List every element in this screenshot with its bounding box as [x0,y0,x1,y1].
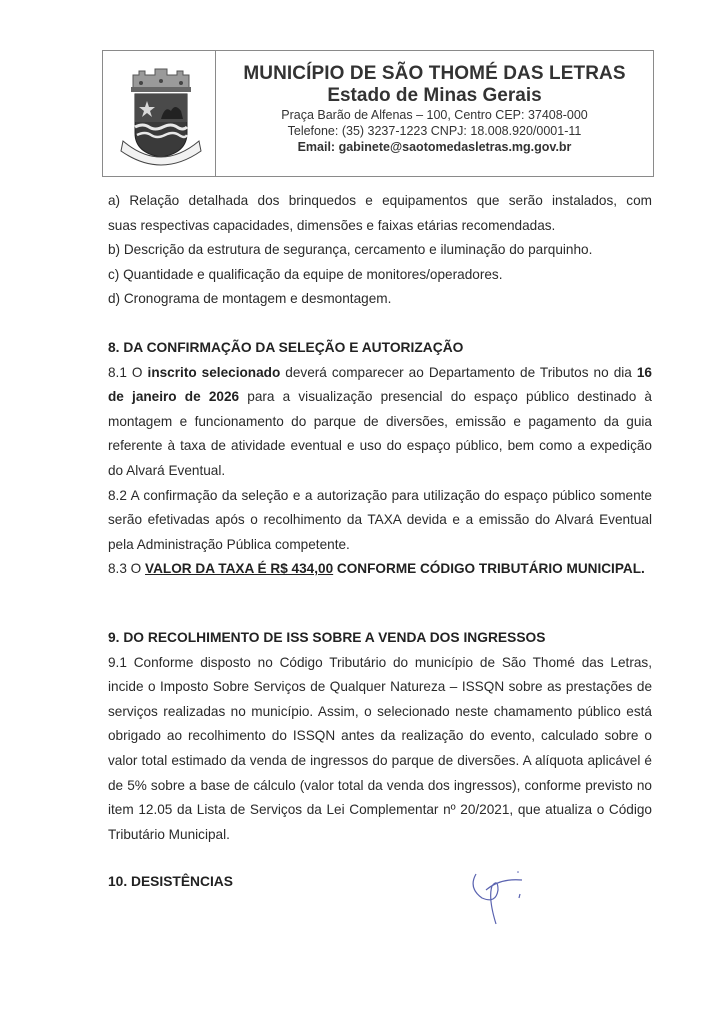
list-item: c) Quantidade e qualificação da equipe de monitores/operadores. [108,266,503,282]
p81-bold-date: 16 de janeiro de 2026 [108,364,652,405]
p81-rest: para a visualização presencial do espaço público destinado à montagem e funcionamento do parque de diversões, emissão e pagamento da guia referente à taxa de atividade eventual e uso do espaço público, bem como a expedição do Alvará Eventual. [108,389,652,478]
email-line: Email: gabinete@saotomedasletras.mg.gov.br [297,140,572,154]
p81-prefix: 8.1 O [108,364,148,380]
p81-bold-selected: inscrito selecionado [147,364,281,380]
phone-cnpj-line: Telefone: (35) 3237-1223 CNPJ: 18.008.920/0001-11 [287,124,582,138]
p83-prefix: 8.3 O [108,561,146,577]
list-item: suas respectivas capacidades, dimensões e faixas etárias recomendadas. [108,217,556,233]
state-subtitle: Estado de Minas Gerais [327,85,542,106]
section-heading: 10. DESISTÊNCIAS [108,874,233,889]
section-8 [108,336,652,582]
tax-value: VALOR DA TAXA É R$ 434,00 [145,561,334,577]
letterhead-text [216,63,653,156]
municipal-crest-icon [117,61,205,169]
section-heading: 9. DO RECOLHIMENTO DE ISS SOBRE A VENDA DOS INGRESSOS [108,630,546,645]
signature-icon [468,868,538,928]
paragraph-8-3 [108,557,652,582]
list-item: a) Relação detalhada dos brinquedos e equipamentos que serão instalados, com [108,193,652,208]
list-item: d) Cronograma de montagem e desmontagem. [108,291,392,307]
paragraph-8-1 [108,361,652,484]
section-10 [108,870,652,895]
section-9 [108,626,652,847]
municipality-title: MUNICÍPIO DE SÃO THOMÉ DAS LETRAS [243,63,626,84]
paragraph-9-1: 9.1 Conforme disposto no Código Tributário do município de São Thomé das Letras, incide o Imposto Sobre Serviços de Qualquer Natureza – ISSQN sobre as prestações de serviços realizadas no município. Assim, o selecionado neste chamamento público está obrigado ao recolhimento do ISSQN antes da realização do evento, calculado sobre o valor total estimado da venda de ingressos do parque de diversões. A alíquota aplicável é de 5% sobre a base de cálculo (valor total da venda dos ingressos), conforme previsto no item 12.05 da Lista de Serviços da Lei Complementar nº 20/2021, que atualiza o Código Tributário Municipal. [108,654,652,842]
p81-mid: deverá comparecer ao Departamento de Tributos no dia [280,364,637,380]
letterhead [102,50,654,177]
requirements-list [108,189,652,312]
list-item: b) Descrição da estrutura de segurança, cercamento e iluminação do parquinho. [108,242,593,258]
section-heading: 8. DA CONFIRMAÇÃO DA SELEÇÃO E AUTORIZAÇÃO [108,340,464,355]
paragraph-8-2: 8.2 A confirmação da seleção e a autorização para utilização do espaço público somente serão efetivadas após o recolhimento da TAXA devida e a emissão do Alvará Eventual pela Administração Pública competente. [108,487,652,552]
address-line: Praça Barão de Alfenas – 100, Centro CEP: 37408-000 [281,108,588,122]
p83-rest: CONFORME CÓDIGO TRIBUTÁRIO MUNICIPAL. [333,561,645,577]
